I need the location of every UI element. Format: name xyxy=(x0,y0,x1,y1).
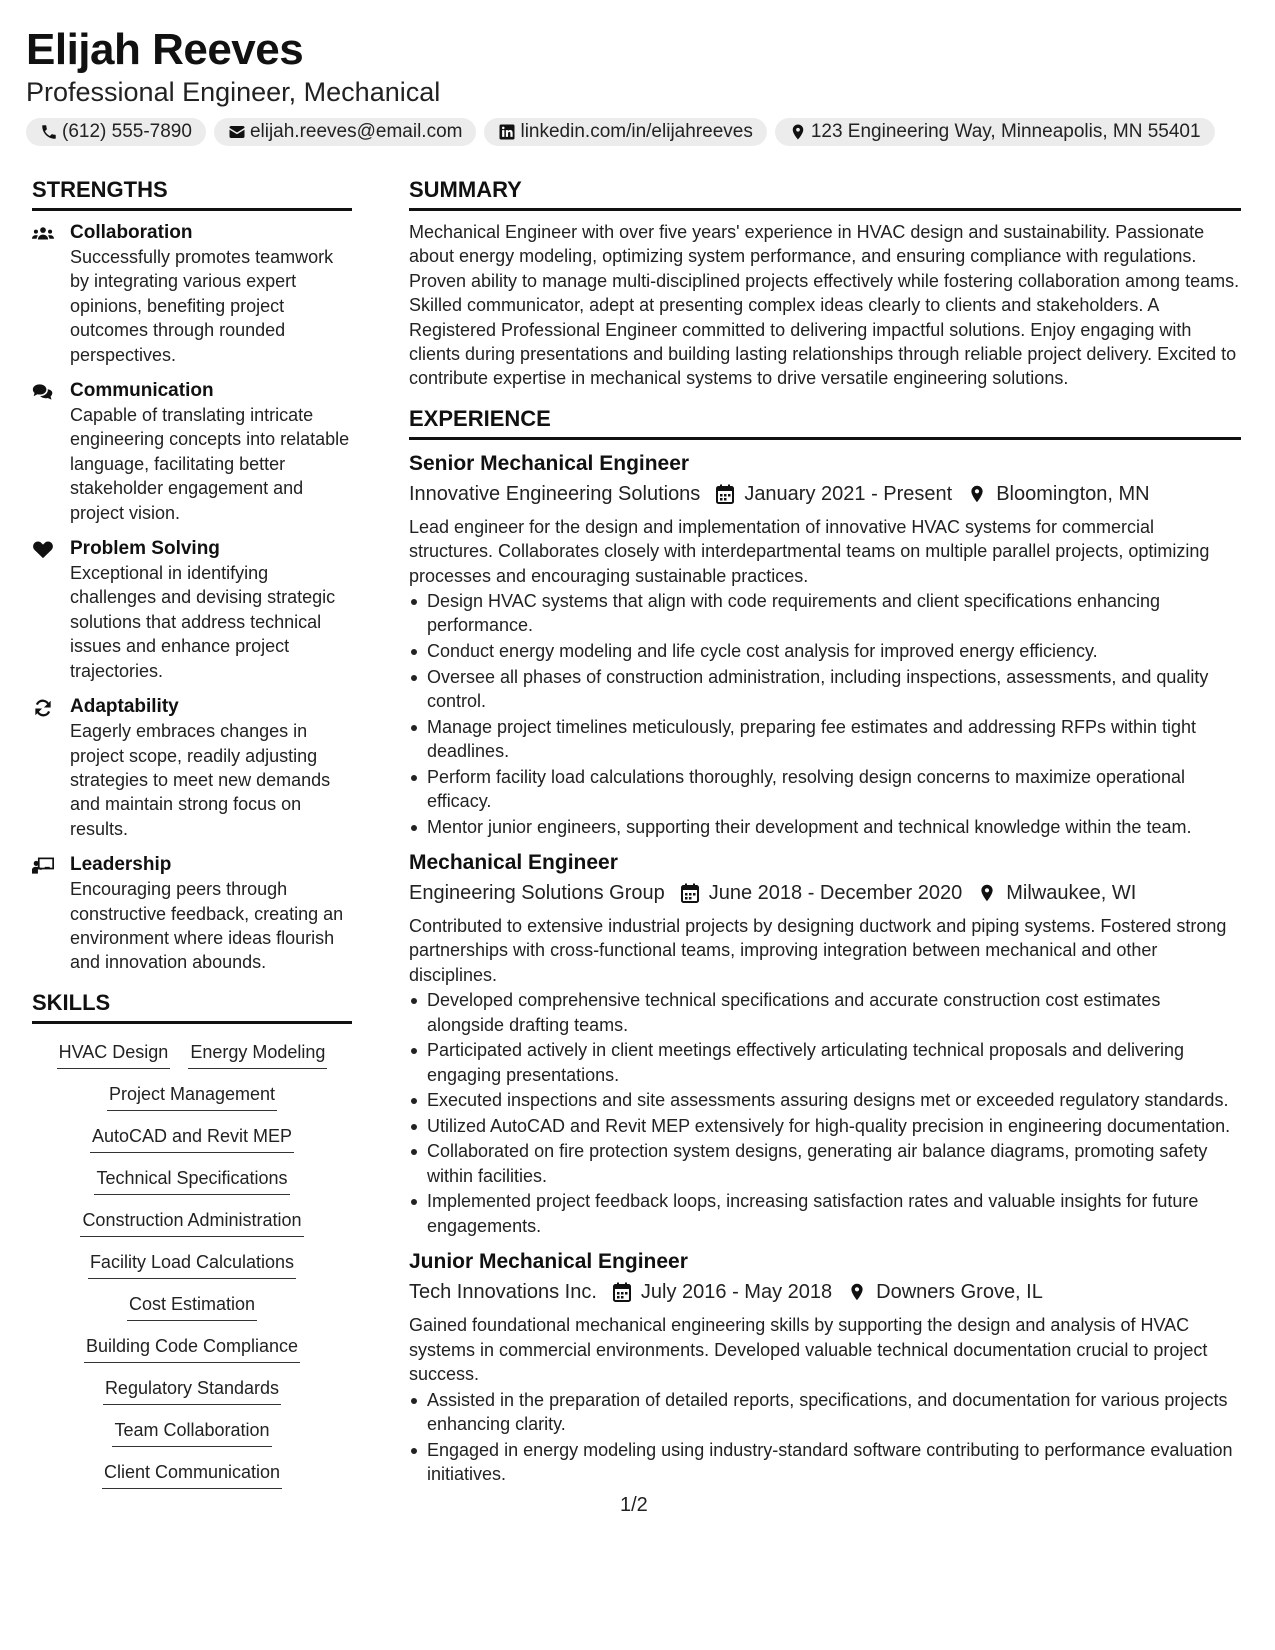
linkedin-icon xyxy=(498,123,516,141)
job-title: Junior Mechanical Engineer xyxy=(409,1250,688,1274)
skill-tag: Project Management xyxy=(107,1082,277,1111)
contact-linkedin-text: linkedin.com/in/elijahreeves xyxy=(520,121,753,142)
calendar-icon xyxy=(611,1282,633,1302)
job-dates: January 2021 - Present xyxy=(744,482,953,505)
bullet-item: Assisted in the preparation of detailed reports, specifications, and documentation for various projects enhancing clarity. xyxy=(409,1388,1241,1437)
phone-icon xyxy=(40,123,58,141)
envelope-icon xyxy=(228,123,246,141)
experience-entry xyxy=(409,1248,1241,1486)
bullet-item: Design HVAC systems that align with code requirements and client specifications enhancing performance. xyxy=(409,589,1241,638)
bullet-item: Perform facility load calculations thoroughly, resolving design concerns to maximize operational efficacy. xyxy=(409,765,1241,814)
map-pin-icon xyxy=(976,883,998,903)
comments-icon xyxy=(32,379,70,525)
chalkboard-teacher-icon xyxy=(32,853,70,975)
job-dates: June 2018 - December 2020 xyxy=(708,882,963,905)
strength-item xyxy=(32,695,352,841)
map-pin-icon xyxy=(789,123,807,141)
strength-description: Capable of translating intricate engineering concepts into relatable language, facilitating better stakeholder engagement and project vision. xyxy=(70,405,350,523)
contact-phone-text: (612) 555-7890 xyxy=(62,121,192,142)
skill-tag: Client Communication xyxy=(102,1460,282,1489)
map-pin-icon xyxy=(966,484,988,504)
bullet-item: Manage project timelines meticulously, preparing fee estimates and addressing RFPs within tight deadlines. xyxy=(409,715,1241,764)
skill-tag: Cost Estimation xyxy=(127,1292,257,1321)
job-location: Milwaukee, WI xyxy=(1006,882,1137,905)
contact-address[interactable] xyxy=(775,118,1215,146)
skill-tag: Facility Load Calculations xyxy=(88,1250,296,1279)
skill-tag: Technical Specifications xyxy=(94,1166,289,1195)
job-location: Downers Grove, IL xyxy=(876,1281,1043,1304)
contact-phone[interactable] xyxy=(26,118,206,146)
bullet-item: Mentor junior engineers, supporting their development and technical knowledge within the team. xyxy=(409,815,1241,839)
skills-heading: SKILLS xyxy=(32,989,352,1024)
bullet-item: Oversee all phases of construction administration, including inspections, assessments, and quality control. xyxy=(409,665,1241,714)
calendar-icon xyxy=(714,484,736,504)
job-bullets xyxy=(409,988,1241,1238)
contact-email[interactable] xyxy=(214,118,477,146)
job-dates: July 2016 - May 2018 xyxy=(640,1281,833,1304)
job-description: Lead engineer for the design and implementation of innovative HVAC systems for commercial structures. Collaborates closely with interdepartmental teams on multiple parallel projects, optimizing processes and encouraging sustainable practices. xyxy=(409,516,1210,586)
job-title: Mechanical Engineer xyxy=(409,851,618,875)
strength-item xyxy=(32,379,352,525)
strength-title: Leadership xyxy=(70,854,172,876)
skill-tag: Energy Modeling xyxy=(188,1040,327,1069)
strength-title: Communication xyxy=(70,380,214,402)
contact-linkedin[interactable] xyxy=(484,118,766,146)
left-column xyxy=(32,176,352,1489)
strength-title: Adaptability xyxy=(70,696,179,718)
bullet-item: Conduct energy modeling and life cycle cost analysis for improved energy efficiency. xyxy=(409,639,1241,663)
strengths-heading: STRENGTHS xyxy=(32,176,352,211)
skills-section xyxy=(32,989,352,1489)
skill-tag: Construction Administration xyxy=(80,1208,303,1237)
bullet-item: Engaged in energy modeling using industry-standard software contributing to performance evaluation initiatives. xyxy=(409,1438,1241,1487)
strength-title: Problem Solving xyxy=(70,538,220,560)
strength-item xyxy=(32,221,352,367)
summary-heading: SUMMARY xyxy=(409,176,1241,211)
skill-tag: Regulatory Standards xyxy=(103,1376,281,1405)
skill-tag: Team Collaboration xyxy=(112,1418,271,1447)
summary-text: Mechanical Engineer with over five years' experience in HVAC design and sustainability. Passionate about energy modeling, optimizing system performance, and ensuring compliance with regulations. Proven ability to manage multi-disciplined projects effectively while fostering collaboration among teams. Skilled communicator, adept at presenting complex ideas clearly to clients and stakeholders. A Registered Professional Engineer committed to delivering impactful solutions. Enjoy engaging with clients during presentations and building lasting relationships through reliable project delivery. Excited to contribute expertise in mechanical systems to drive versatile engineering solutions. xyxy=(409,222,1240,389)
contact-list xyxy=(26,118,1256,146)
skill-tag: AutoCAD and Revit MEP xyxy=(90,1124,294,1153)
strength-description: Exceptional in identifying challenges and devising strategic solutions that address technical issues and enhance project trajectories. xyxy=(70,563,336,681)
company-name: Engineering Solutions Group xyxy=(409,882,665,905)
heart-icon xyxy=(32,537,70,683)
calendar-icon xyxy=(679,883,701,903)
skill-tag: Building Code Compliance xyxy=(84,1334,300,1363)
strength-description: Encouraging peers through constructive feedback, creating an environment where ideas flourish and innovation abounds. xyxy=(70,879,344,973)
bullet-item: Utilized AutoCAD and Revit MEP extensively for high-quality precision in engineering documentation. xyxy=(409,1114,1241,1138)
users-icon xyxy=(32,221,70,367)
strength-description: Eagerly embraces changes in project scope, readily adjusting strategies to meet new demands and maintain strong focus on results. xyxy=(70,721,331,839)
job-meta xyxy=(409,1277,1241,1307)
job-title: Senior Mechanical Engineer xyxy=(409,451,690,475)
strength-item xyxy=(32,537,352,683)
map-pin-icon xyxy=(846,1282,868,1302)
skill-tag: HVAC Design xyxy=(57,1040,171,1069)
experience-entry xyxy=(409,450,1241,839)
bullet-item: Implemented project feedback loops, increasing satisfaction rates and valuable insights for future engagements. xyxy=(409,1189,1241,1238)
experience-heading: EXPERIENCE xyxy=(409,405,1241,440)
job-description: Contributed to extensive industrial projects by designing ductwork and piping systems. Fostered strong partnerships with cross-functional teams, improving integration between mechanical and other disciplines. xyxy=(409,916,1227,985)
job-bullets xyxy=(409,1388,1241,1487)
job-location: Bloomington, MN xyxy=(996,482,1150,505)
candidate-role: Professional Engineer, Mechanical xyxy=(26,77,441,107)
contact-email-text: elijah.reeves@email.com xyxy=(249,121,463,142)
candidate-name: Elijah Reeves xyxy=(26,25,304,74)
bullet-item: Participated actively in client meetings effectively articulating technical proposals and delivering engaging presentations. xyxy=(409,1038,1241,1087)
company-name: Innovative Engineering Solutions xyxy=(409,482,701,505)
resume-header xyxy=(26,24,1256,146)
company-name: Tech Innovations Inc. xyxy=(409,1281,597,1304)
contact-address-text: 123 Engineering Way, Minneapolis, MN 55401 xyxy=(810,121,1201,142)
bullet-item: Collaborated on fire protection system designs, generating air balance diagrams, promoting safety within facilities. xyxy=(409,1139,1241,1188)
strength-item xyxy=(32,853,352,975)
skills-list xyxy=(32,1040,352,1489)
job-meta xyxy=(409,479,1241,509)
job-bullets xyxy=(409,589,1241,839)
strengths-list xyxy=(32,221,352,975)
bullet-item: Developed comprehensive technical specifications and accurate construction cost estimates alongside drafting teams. xyxy=(409,988,1241,1037)
sync-icon xyxy=(32,695,70,841)
job-description: Gained foundational mechanical engineering skills by supporting the design and analysis of HVAC systems in commercial environments. Developed valuable technical documentation crucial to project success. xyxy=(409,1315,1208,1385)
job-meta xyxy=(409,878,1241,908)
experience-entry xyxy=(409,849,1241,1238)
bullet-item: Executed inspections and site assessments assuring designs met or exceeded regulatory standards. xyxy=(409,1088,1241,1112)
right-column xyxy=(409,176,1241,1488)
page-number: 1/2 xyxy=(620,1494,648,1516)
strength-title: Collaboration xyxy=(70,222,193,243)
strength-description: Successfully promotes teamwork by integrating various expert opinions, benefiting project outcomes through rounded perspectives. xyxy=(70,247,334,365)
